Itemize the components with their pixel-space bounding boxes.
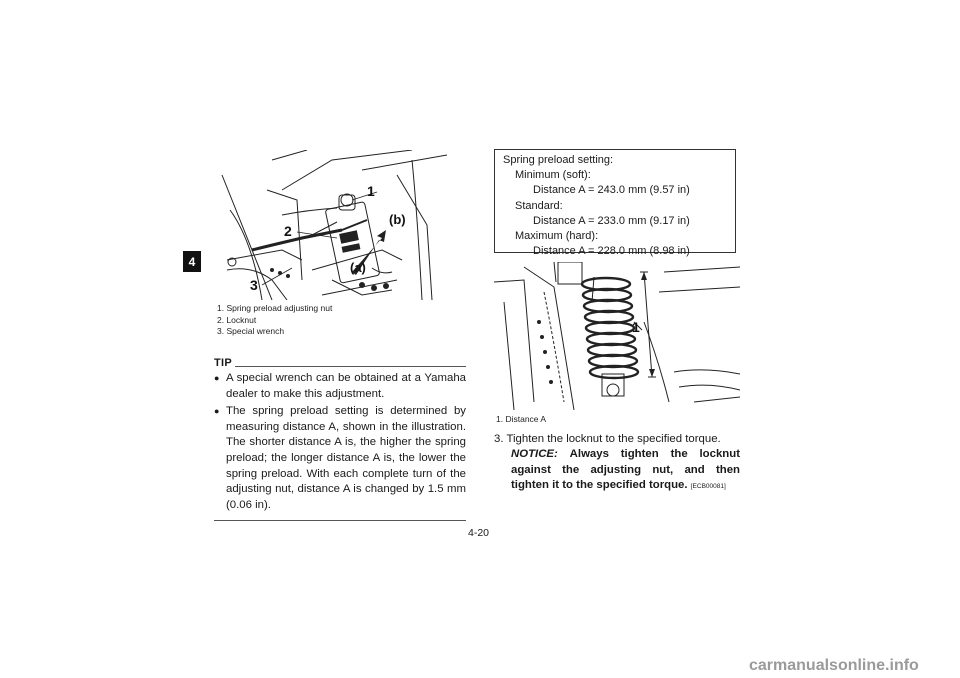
bullet-icon: ● bbox=[214, 373, 220, 383]
tip-label: TIP bbox=[214, 357, 233, 369]
callout-a: (a) bbox=[350, 260, 366, 275]
reference-code: [ECB00081] bbox=[690, 483, 726, 491]
bullet-icon: ● bbox=[214, 406, 220, 417]
caption-item: 1. Distance A bbox=[496, 414, 547, 424]
figure2-caption bbox=[496, 414, 546, 426]
step-text: 3. Tighten the locknut to the specified torque. bbox=[494, 433, 721, 445]
spec-title: Spring preload setting: bbox=[503, 154, 614, 166]
spec-min-label: Minimum (soft): bbox=[515, 169, 591, 182]
figure1-caption bbox=[217, 303, 332, 338]
page-number: 4-20 bbox=[468, 527, 490, 539]
spec-max-value: Distance A = 228.0 mm (8.98 in) bbox=[533, 245, 690, 258]
tip-section bbox=[214, 357, 466, 521]
chapter-tab bbox=[183, 251, 201, 272]
caption-item: 1. Spring preload adjusting nut bbox=[217, 303, 333, 313]
step-3 bbox=[494, 432, 740, 495]
tip-text: A special wrench can be obtained at a Yamaha dealer to make this adjustment. bbox=[226, 372, 466, 400]
caption-item: 3. Special wrench bbox=[217, 326, 285, 336]
spec-max-label: Maximum (hard): bbox=[515, 230, 599, 243]
callout-3: 3 bbox=[250, 277, 258, 293]
spec-min-value: Distance A = 243.0 mm (9.57 in) bbox=[533, 184, 690, 197]
figure-preload-adjuster bbox=[212, 150, 467, 300]
chapter-number: 4 bbox=[188, 254, 196, 269]
callout-1: 1 bbox=[367, 183, 375, 199]
spec-std-value: Distance A = 233.0 mm (9.17 in) bbox=[533, 214, 690, 227]
notice-text: Always tighten the locknut against the adjusting nut, and then tighten it to the specified torque. bbox=[511, 448, 740, 492]
tip-text: The spring preload setting is determined by measuring distance A, shown in the illustration. The shorter distance A is, the higher the spring preload; the longer distance A is, the lower the spring preload. With each complete turn of the adjusting nut, distance A is changed by 1.5 mm (0.06 in). bbox=[226, 405, 466, 511]
callout-distance-1: 1 bbox=[632, 319, 640, 335]
spec-box bbox=[494, 149, 736, 258]
callout-2: 2 bbox=[284, 223, 292, 239]
notice bbox=[494, 447, 740, 494]
tip-header bbox=[214, 357, 466, 369]
caption-item: 2. Locknut bbox=[217, 314, 257, 325]
watermark: carmanualsonline.info bbox=[749, 657, 919, 674]
tip-item bbox=[214, 371, 466, 402]
notice-label: NOTICE: bbox=[511, 448, 558, 461]
figure-distance-a bbox=[494, 262, 740, 410]
callout-b: (b) bbox=[389, 212, 406, 227]
tip-item bbox=[214, 404, 466, 513]
tip-rule bbox=[235, 366, 466, 367]
spec-std-label: Standard: bbox=[515, 199, 563, 212]
